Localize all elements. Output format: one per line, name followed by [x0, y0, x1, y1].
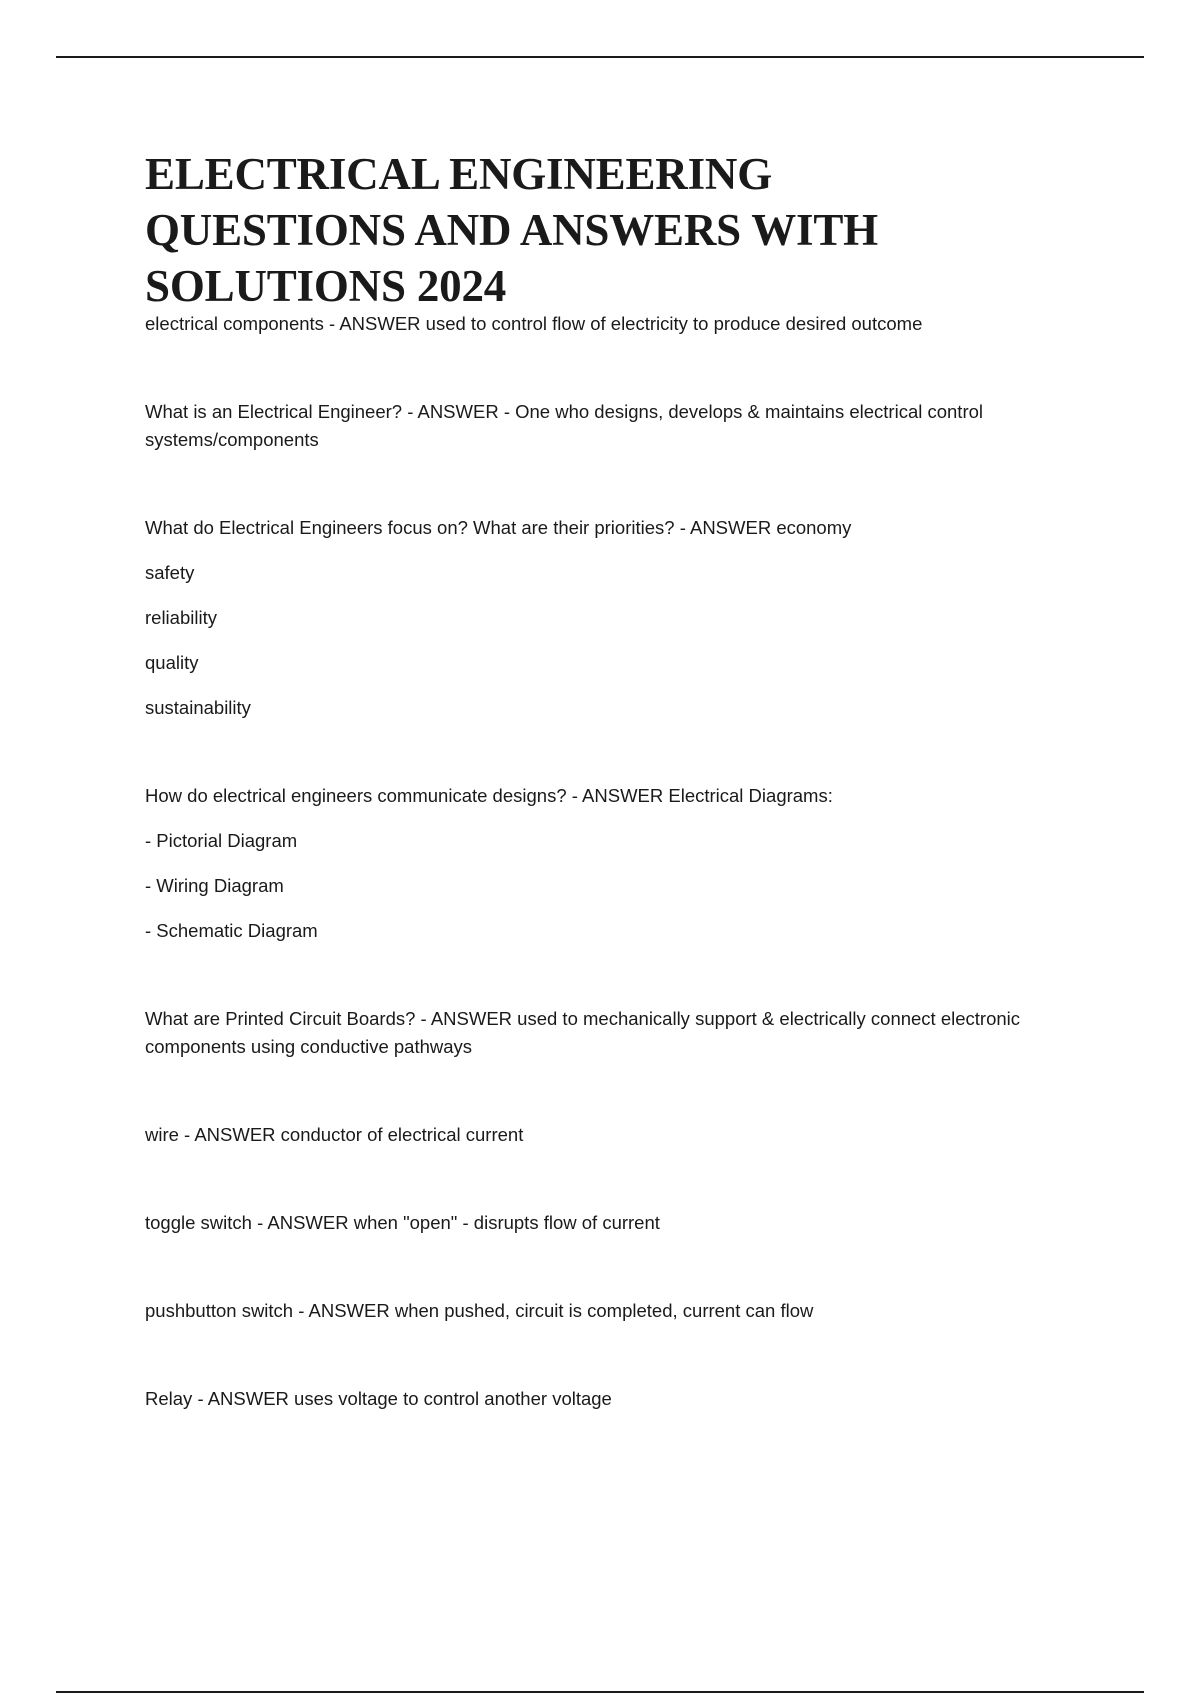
title-line: SOLUTIONS 2024: [145, 261, 507, 311]
bottom-divider: [56, 1691, 1144, 1693]
answer-item: - Pictorial Diagram: [145, 830, 298, 851]
qa-entry: pushbutton switch - ANSWER when pushed, circuit is completed, current can flow: [145, 1300, 814, 1321]
qa-entry: toggle switch - ANSWER when "open" - disrupts flow of current: [145, 1212, 660, 1233]
qa-entry: What is an Electrical Engineer? - ANSWER - One who designs, develops & maintains electrical control systems/components: [145, 401, 984, 450]
qa-entry: Relay - ANSWER uses voltage to control another voltage: [145, 1388, 612, 1409]
qa-entry: What do Electrical Engineers focus on? What are their priorities? - ANSWER economy: [145, 517, 852, 538]
answer-item: safety: [145, 562, 195, 583]
answer-item: - Wiring Diagram: [145, 875, 284, 896]
top-divider: [56, 56, 1144, 58]
answer-item: quality: [145, 652, 199, 673]
qa-entry: What are Printed Circuit Boards? - ANSWER used to mechanically support & electrically connect electronic components using conductive pathways: [145, 1008, 1021, 1057]
title-line: QUESTIONS AND ANSWERS WITH: [145, 205, 878, 255]
answer-item: - Schematic Diagram: [145, 920, 318, 941]
answer-item: sustainability: [145, 697, 251, 718]
answer-item: reliability: [145, 607, 217, 628]
document-body: [145, 146, 1075, 1413]
document-title: [145, 146, 1075, 314]
title-line: ELECTRICAL ENGINEERING: [145, 149, 773, 199]
qa-entry: wire - ANSWER conductor of electrical current: [145, 1124, 524, 1145]
qa-entry: How do electrical engineers communicate designs? - ANSWER Electrical Diagrams:: [145, 785, 833, 806]
qa-entry: electrical components - ANSWER used to control flow of electricity to produce desired outcome: [145, 313, 923, 334]
